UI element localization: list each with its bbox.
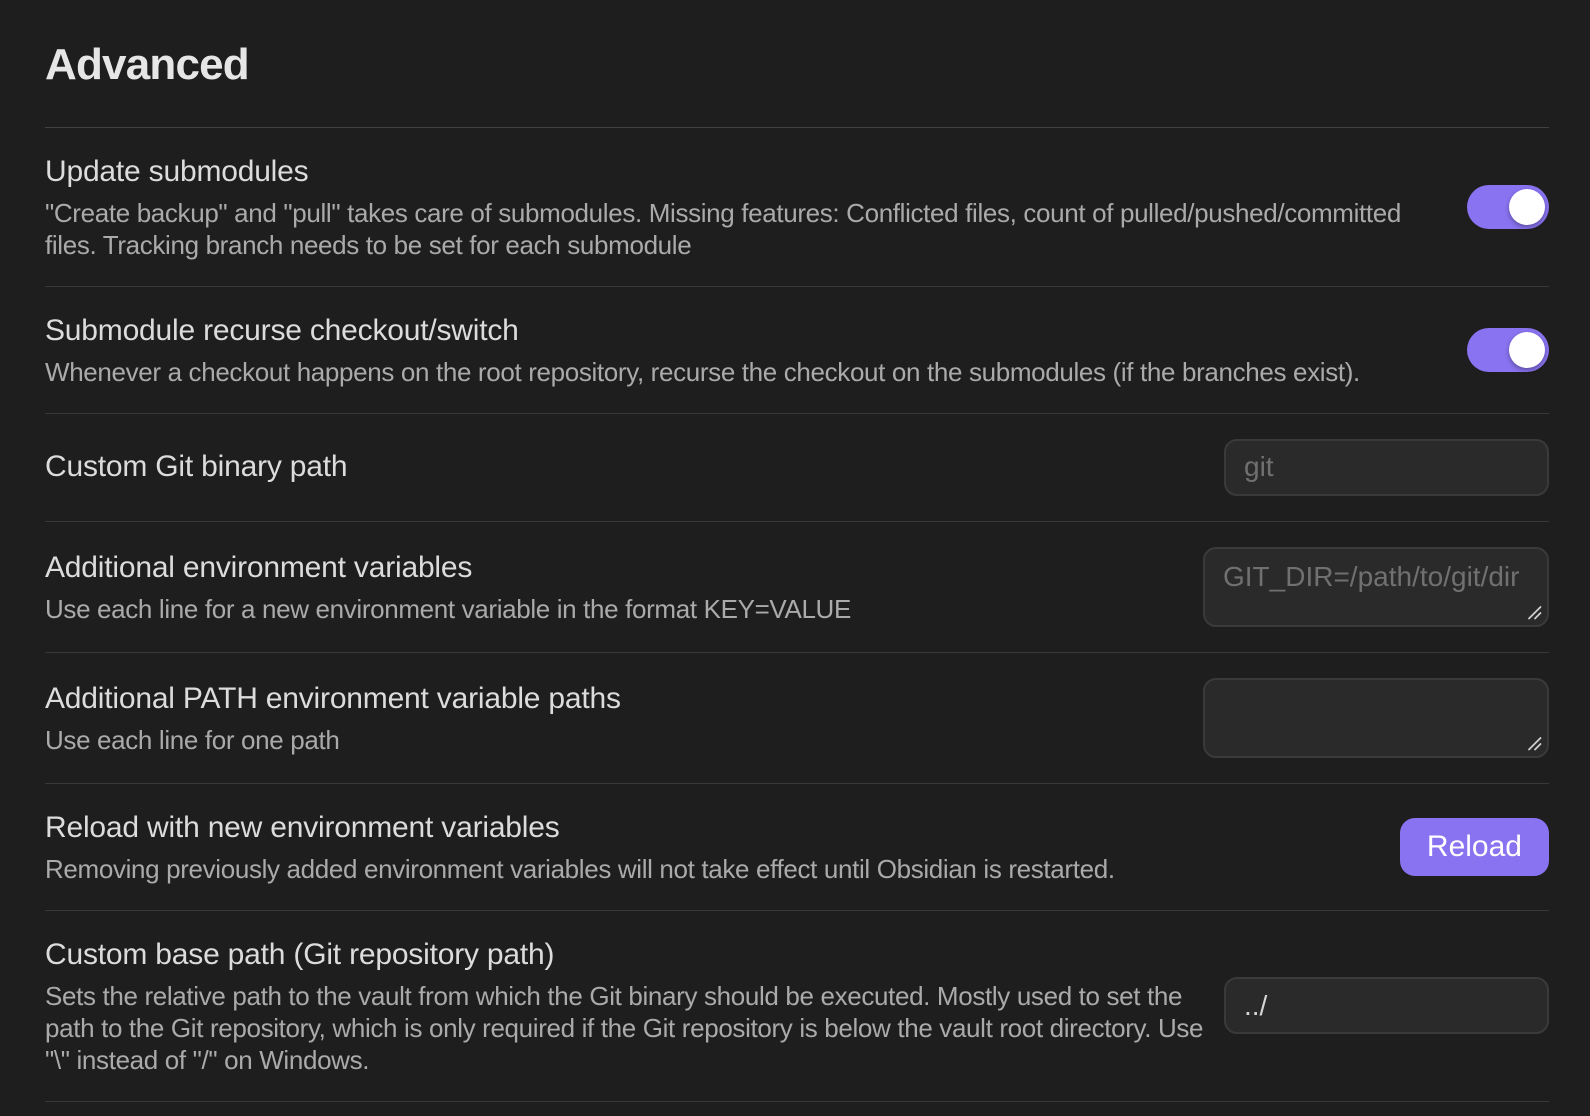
setting-info	[45, 936, 1224, 1076]
setting-name: Submodule recurse checkout/switch	[45, 313, 519, 347]
base-path-input[interactable]	[1224, 977, 1549, 1034]
setting-name: Additional PATH environment variable paths	[45, 681, 621, 715]
resize-handle-icon[interactable]	[1525, 603, 1543, 621]
setting-name: Reload with new environment variables	[45, 810, 560, 844]
setting-info	[45, 680, 1203, 756]
setting-control	[1467, 185, 1549, 229]
setting-control	[1224, 439, 1549, 496]
setting-description: Removing previously added environment variables will not take effect until Obsidian is restarted.	[45, 853, 1115, 884]
setting-update-submodules	[45, 128, 1549, 287]
textarea-wrapper	[1203, 547, 1549, 627]
update-submodules-toggle[interactable]	[1467, 185, 1549, 229]
setting-env-variables	[45, 522, 1549, 653]
path-env-variables-textarea[interactable]	[1203, 678, 1549, 758]
setting-control	[1224, 977, 1549, 1034]
setting-description: "Create backup" and "pull" takes care of submodules. Missing features: Conflicted files, count of pulled/pushed/committed files. Tracking branch needs to be set for each submodule	[45, 197, 1401, 260]
setting-control	[1203, 547, 1549, 627]
page-header	[45, 0, 1549, 128]
submodule-recurse-toggle[interactable]	[1467, 328, 1549, 372]
setting-submodule-recurse	[45, 287, 1549, 414]
setting-description: Sets the relative path to the vault from which the Git binary should be executed. Mostly used to set the path to the Git repository, which is only required if the Git repository is below the vault root directory. Use "\" instead of "/" on Windows.	[45, 980, 1204, 1075]
setting-git-binary-path	[45, 414, 1549, 522]
setting-custom-base-path	[45, 911, 1549, 1102]
git-binary-path-input[interactable]	[1224, 439, 1549, 496]
env-variables-textarea[interactable]	[1203, 547, 1549, 627]
toggle-knob	[1509, 332, 1545, 368]
setting-path-env-variables	[45, 653, 1549, 784]
setting-description: Whenever a checkout happens on the root repository, recurse the checkout on the submodules (if the branches exist).	[45, 356, 1360, 387]
toggle-knob	[1509, 189, 1545, 225]
reload-button[interactable]: Reload	[1400, 818, 1549, 876]
page-title: Advanced	[45, 40, 249, 89]
setting-description: Use each line for a new environment variable in the format KEY=VALUE	[45, 593, 851, 624]
setting-info	[45, 448, 1224, 486]
setting-name: Additional environment variables	[45, 550, 473, 584]
setting-control	[1203, 678, 1549, 758]
resize-handle-icon[interactable]	[1525, 734, 1543, 752]
setting-info	[45, 153, 1467, 261]
setting-reload-env	[45, 784, 1549, 911]
setting-control	[1467, 328, 1549, 372]
textarea-wrapper	[1203, 678, 1549, 758]
setting-info	[45, 809, 1400, 885]
setting-name: Custom Git binary path	[45, 450, 348, 484]
setting-name: Update submodules	[45, 154, 309, 188]
setting-name: Custom base path (Git repository path)	[45, 937, 555, 971]
setting-info	[45, 312, 1467, 388]
setting-info	[45, 549, 1203, 625]
setting-description: Use each line for one path	[45, 724, 340, 755]
setting-control	[1400, 818, 1549, 876]
